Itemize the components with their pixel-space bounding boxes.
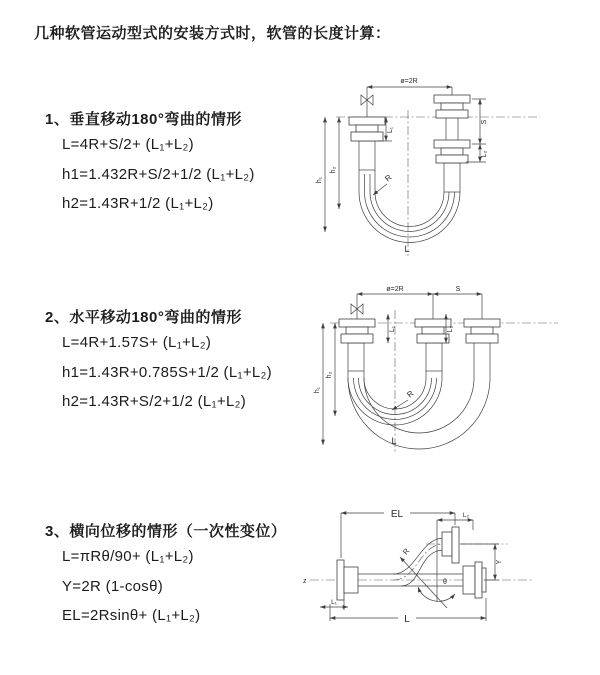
section-1-formula-h2: h2=1.43R+1/2 (L₁+L₂) [62, 195, 214, 212]
section-3-formula-Y: Y=2R (1-cosθ) [62, 578, 164, 595]
hose-u-curves [348, 343, 490, 449]
flange-lower-right [463, 562, 486, 598]
dim-label-radius: R [400, 546, 412, 557]
braid-middle [426, 343, 442, 371]
diagram-vertical-180-bend [300, 70, 595, 260]
section-2-formula-h1: h1=1.43R+0.785S+1/2 (L₁+L₂) [62, 364, 272, 381]
diagram-lateral-displacement [298, 500, 600, 630]
dim-label-h2: h₂ [326, 371, 333, 379]
dim-label-el: EL [390, 509, 404, 520]
section-3-formula-EL: EL=2Rsinθ+ (L₁+L₂) [62, 607, 201, 624]
section-3-formula-L: L=πRθ/90+ (L₁+L₂) [62, 548, 194, 565]
dim-label-diameter: ø=2R [400, 78, 418, 85]
section-1-heading: 1、垂直移动180°弯曲的情形 [45, 111, 242, 128]
flange-upper-right [442, 527, 459, 563]
dim-label-h1: h₁ [316, 176, 323, 184]
flange-left [337, 560, 358, 600]
dim-label-diameter: ø=2R [386, 286, 404, 293]
flange-right [464, 319, 500, 343]
dim-label-s: S [455, 286, 461, 293]
dim-label-l1: L₁ [331, 599, 337, 606]
section-1-formula-h1: h1=1.432R+S/2+1/2 (L₁+L₂) [62, 166, 255, 183]
dim-label-l2: L₂ [462, 512, 470, 519]
dim-label-length: L [404, 614, 410, 625]
flange-left [349, 117, 385, 141]
dim-label-length: L [404, 244, 410, 254]
flange-left [339, 319, 375, 343]
flange-middle [415, 319, 451, 343]
flange-right-upper [434, 95, 470, 118]
section-1-formula-L: L=4R+S/2+ (L₁+L₂) [62, 136, 194, 153]
braid-left [359, 141, 375, 170]
valve-icon [361, 87, 373, 117]
flange-right-lower [434, 140, 470, 163]
dimensions [314, 286, 482, 446]
dim-label-y: Y [496, 559, 503, 565]
diagram-horizontal-180-bend [300, 278, 595, 458]
dim-label-radius: R [405, 388, 416, 400]
centerline-mark: z [303, 578, 307, 585]
dim-label-l2: L₂ [447, 325, 454, 333]
valve-icon [351, 294, 363, 319]
dim-label-radius: R [383, 172, 394, 184]
dim-label-l1: L₁ [389, 325, 396, 333]
dim-label-s: S [481, 119, 488, 125]
section-2-formula-L: L=4R+1.57S+ (L₁+L₂) [62, 334, 212, 351]
dim-label-h1: h₁ [314, 386, 321, 394]
dim-label-l1: L₁ [387, 126, 394, 134]
dim-label-theta: θ [443, 579, 447, 586]
dim-label-l2: L₂ [481, 150, 488, 158]
dim-label-length: L [391, 436, 397, 446]
braid-left [348, 343, 364, 371]
section-2-formula-h2: h2=1.43R+S/2+1/2 (L₁+L₂) [62, 393, 247, 410]
section-2-heading: 2、水平移动180°弯曲的情形 [45, 309, 242, 326]
dim-label-h2: h₂ [330, 166, 337, 174]
braid-right [444, 163, 460, 192]
section-3-heading: 3、横向位移的情形（一次性变位） [45, 523, 287, 540]
page-title: 几种软管运动型式的安装方式时，软管的长度计算： [34, 25, 391, 42]
